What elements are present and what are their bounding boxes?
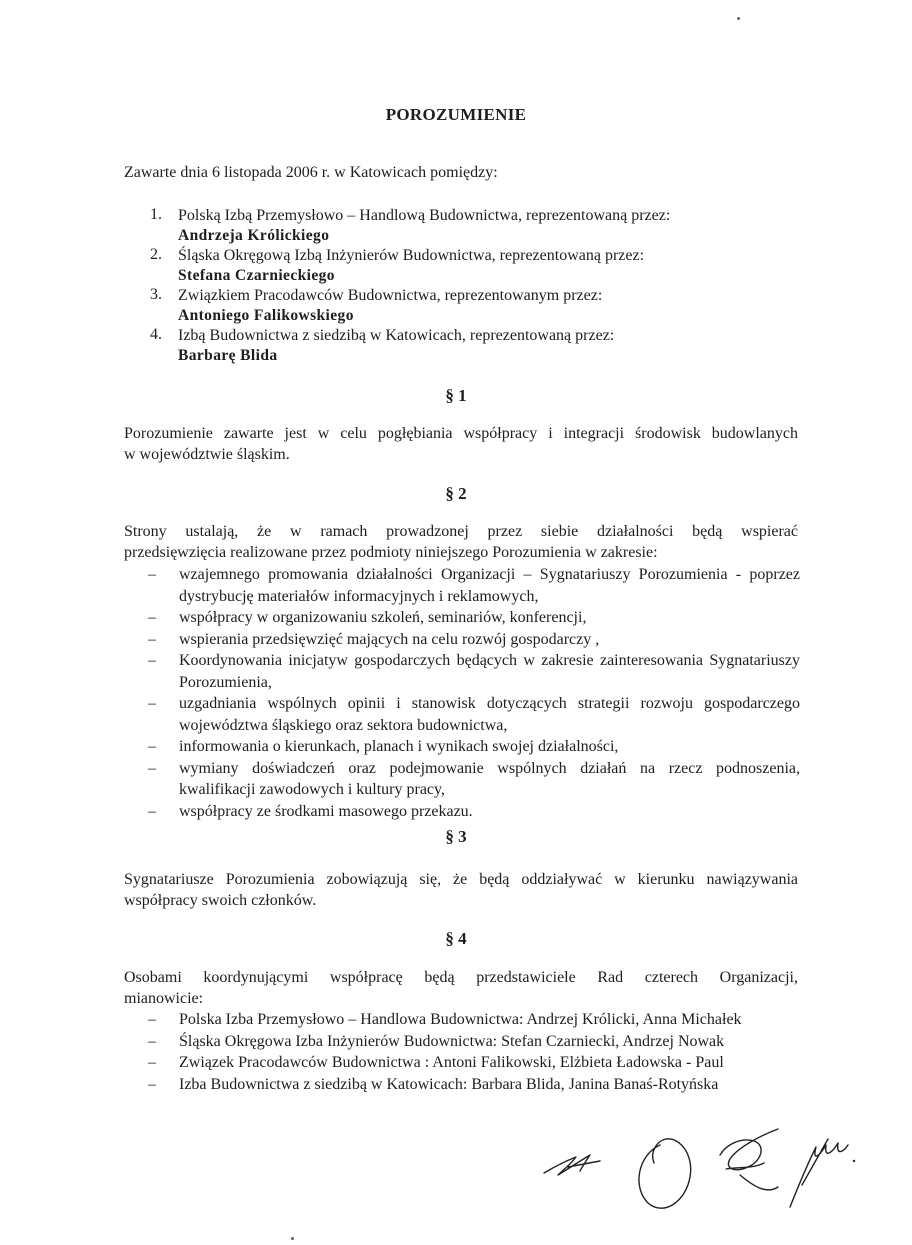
party-item bbox=[150, 326, 790, 366]
list-item-text: informowania o kierunkach, planach i wynikach swojej działalności, bbox=[179, 738, 619, 755]
party-item bbox=[150, 206, 790, 246]
list-item-text: uzgadniania wspólnych opinii i stanowisk dotyczących strategii rozwoju gospodarczego województwa śląskiego oraz sektora budownictwa, bbox=[179, 695, 800, 734]
section-2-scope-list bbox=[148, 564, 800, 822]
list-item bbox=[148, 650, 800, 693]
dash-bullet: – bbox=[148, 652, 156, 669]
party-number: 3. bbox=[150, 286, 162, 303]
list-item bbox=[148, 693, 800, 736]
list-item bbox=[148, 564, 800, 607]
list-item bbox=[148, 1031, 800, 1053]
party-number: 4. bbox=[150, 326, 162, 343]
party-number: 2. bbox=[150, 246, 162, 263]
section-3-text-line1: Sygnatariusze Porozumienia zobowiązują się, że będą oddziaływać w kierunku nawiązywania bbox=[124, 871, 798, 888]
section-4-text-line1: Osobami koordynującymi współpracę będą przedstawiciele Rad czterech Organizacji, bbox=[124, 969, 798, 986]
dash-bullet: – bbox=[148, 1054, 156, 1071]
list-item-text: wzajemnego promowania działalności Organizacji – Sygnatariuszy Porozumienia - poprzez dystrybucję materiałów informacyjnych i reklamowych, bbox=[179, 566, 800, 605]
document-title: POROZUMIENIE bbox=[385, 105, 527, 124]
party-item bbox=[150, 286, 790, 326]
dash-bullet: – bbox=[148, 566, 156, 583]
list-item-text: Polska Izba Przemysłowo – Handlowa Budownictwa: Andrzej Królicki, Anna Michałek bbox=[179, 1011, 742, 1028]
list-item-text: Śląska Okręgowa Izba Inżynierów Budownictwa: Stefan Czarniecki, Andrzej Nowak bbox=[179, 1032, 725, 1050]
party-item bbox=[150, 246, 790, 286]
section-2-heading: § 2 bbox=[445, 484, 467, 503]
dash-bullet: – bbox=[148, 695, 156, 712]
signatures-graphic bbox=[540, 1115, 870, 1225]
party-text: Związkiem Pracodawców Budownictwa, reprezentowanym przez: bbox=[178, 287, 603, 304]
dash-bullet: – bbox=[148, 609, 156, 626]
section-1-text-line2: w województwie śląskim. bbox=[124, 446, 290, 463]
section-3-text-line2: współpracy swoich członków. bbox=[124, 892, 317, 909]
list-item bbox=[148, 629, 800, 651]
intro-line: Zawarte dnia 6 listopada 2006 r. w Katowicach pomiędzy: bbox=[124, 164, 498, 181]
dash-bullet: – bbox=[148, 1011, 156, 1028]
party-representative: Barbarę Blida bbox=[178, 347, 278, 364]
list-item bbox=[148, 801, 800, 823]
party-text: Polską Izbą Przemysłowo – Handlową Budownictwa, reprezentowaną przez: bbox=[178, 207, 671, 224]
list-item bbox=[148, 758, 800, 801]
signature-2-mark bbox=[639, 1139, 691, 1208]
dash-bullet: – bbox=[148, 1032, 156, 1050]
dash-bullet: – bbox=[148, 630, 156, 648]
section-3-heading: § 3 bbox=[445, 827, 467, 846]
section-2-text-line1: Strony ustalają, że w ramach prowadzonej przez siebie działalności będą wspierać bbox=[124, 523, 798, 540]
list-item bbox=[148, 736, 800, 758]
dash-bullet: – bbox=[148, 759, 156, 777]
party-number: 1. bbox=[150, 206, 162, 223]
section-4-heading: § 4 bbox=[445, 929, 467, 948]
dash-bullet: – bbox=[148, 802, 156, 820]
section-2-text-line2: przedsięwzięcia realizowane przez podmioty niniejszego Porozumienia w zakresie: bbox=[124, 544, 658, 561]
signature-3-mark bbox=[720, 1129, 778, 1190]
dash-bullet: – bbox=[148, 1075, 156, 1093]
section-1-heading: § 1 bbox=[445, 386, 467, 405]
list-item-text: współpracy w organizowaniu szkoleń, seminariów, konferencji, bbox=[179, 609, 587, 626]
scan-speck bbox=[291, 1237, 294, 1240]
section-4-coordinators-list bbox=[148, 1009, 800, 1095]
party-representative: Antoniego Falikowskiego bbox=[178, 307, 354, 324]
scan-speck bbox=[737, 17, 740, 20]
signature-4-dot bbox=[853, 1160, 855, 1162]
list-item-text: wymiany doświadczeń oraz podejmowanie wspólnych działań na rzecz podnoszenia, kwalifikacji zawodowych i kultury pracy, bbox=[179, 759, 800, 798]
section-4-text-line2: mianowicie: bbox=[124, 990, 204, 1007]
party-representative: Stefana Czarnieckiego bbox=[178, 267, 335, 284]
dash-bullet: – bbox=[148, 738, 156, 755]
list-item bbox=[148, 1074, 800, 1096]
party-text: Śląska Okręgową Izbą Inżynierów Budownictwa, reprezentowaną przez: bbox=[178, 247, 645, 264]
list-item bbox=[148, 1009, 800, 1031]
list-item-text: wspierania przedsięwzięć mających na celu rozwój gospodarczy , bbox=[179, 630, 600, 648]
list-item-text: Izba Budownictwa z siedzibą w Katowicach: Barbara Blida, Janina Banaś-Rotyńska bbox=[179, 1075, 719, 1093]
list-item bbox=[148, 1052, 800, 1074]
party-representative: Andrzeja Królickiego bbox=[178, 227, 330, 244]
list-item bbox=[148, 607, 800, 629]
list-item-text: Związek Pracodawców Budownictwa : Antoni Falikowski, Elżbieta Ładowska - Paul bbox=[179, 1054, 724, 1071]
section-1-text-line1: Porozumienie zawarte jest w celu pogłębiania współpracy i integracji środowisk budowlanych bbox=[124, 425, 798, 442]
parties-list bbox=[150, 206, 790, 366]
list-item-text: Koordynowania inicjatyw gospodarczych będących w zakresie zainteresowania Sygnatariuszy Porozumienia, bbox=[179, 652, 800, 691]
signature-4-mark bbox=[790, 1139, 848, 1207]
list-item-text: współpracy ze środkami masowego przekazu. bbox=[179, 802, 473, 820]
signature-1-mark bbox=[544, 1155, 600, 1175]
party-text: Izbą Budownictwa z siedzibą w Katowicach, reprezentowaną przez: bbox=[178, 327, 615, 344]
